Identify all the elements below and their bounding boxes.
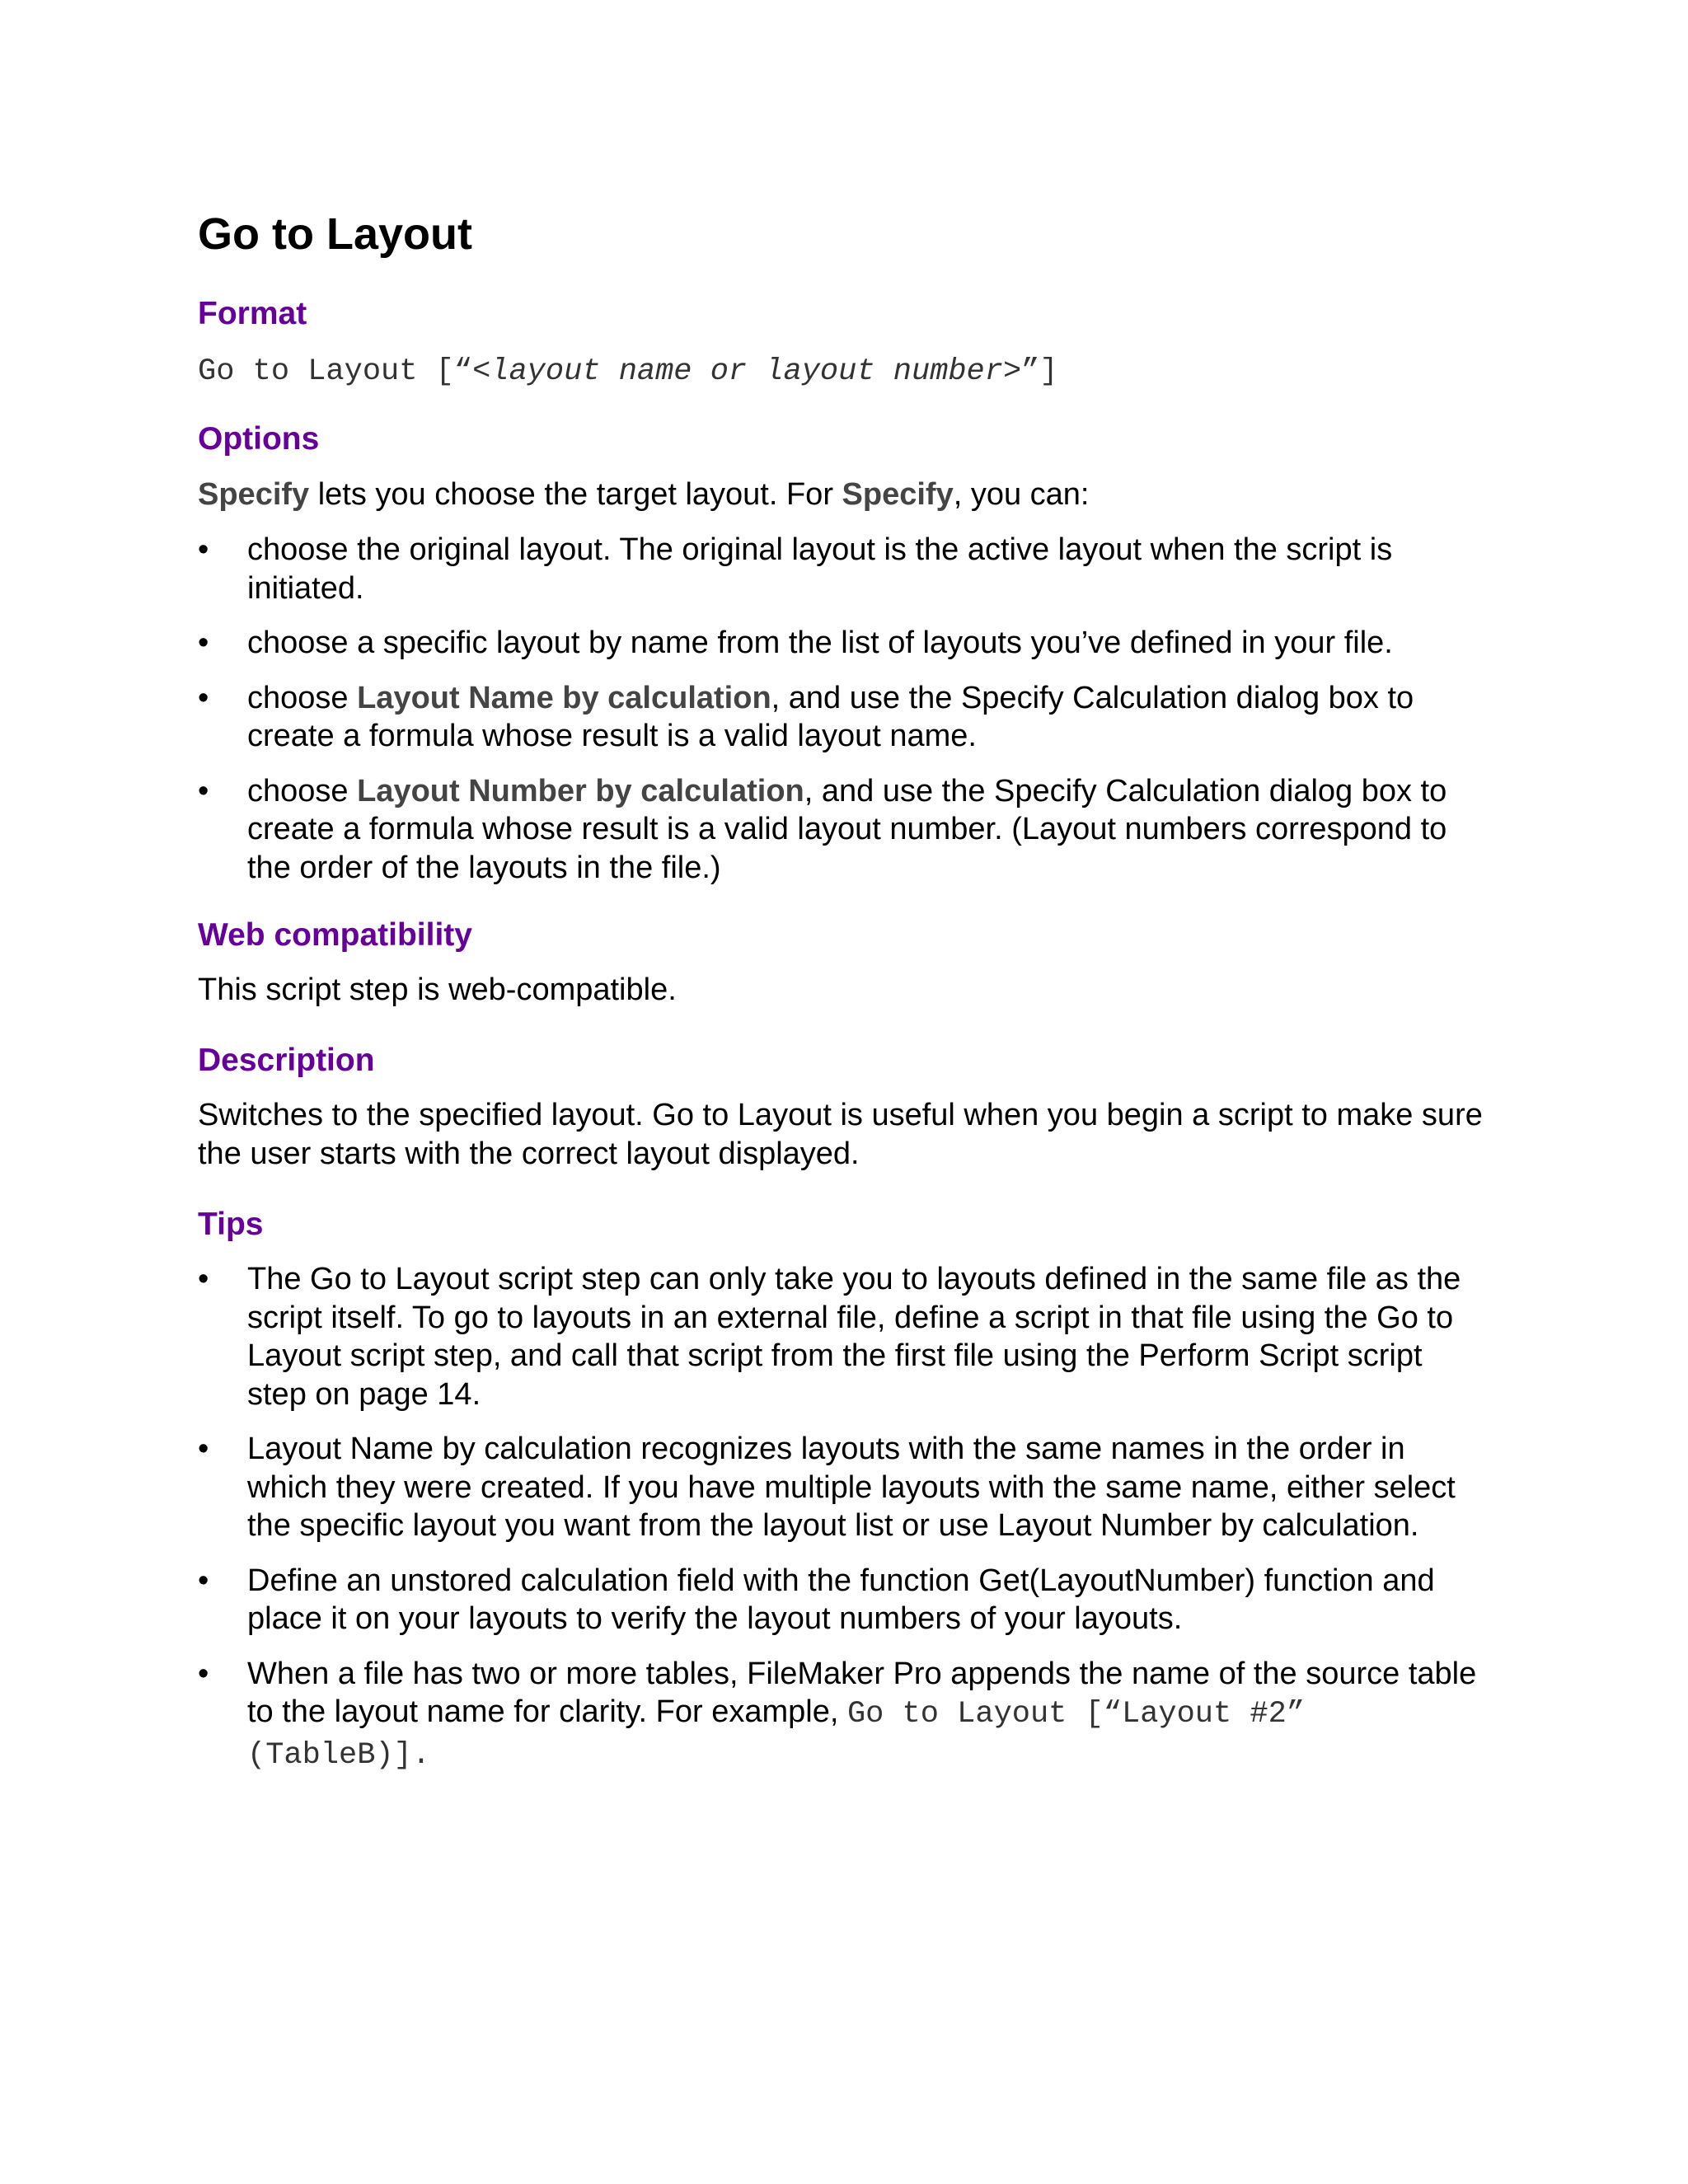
description-text: Switches to the specified layout. Go to Layout is useful when you begin a script to make sure the user starts with the correct layout displayed. — [198, 1098, 1483, 1171]
bullet: • — [198, 1262, 209, 1296]
bullet: • — [198, 773, 209, 808]
list-item-bold: Layout Number by calculation — [357, 773, 804, 808]
list-item-text: The Go to Layout script step can only take you to layouts defined in the same file as the script itself. To go to layouts in an external file, define a script in that file using the Go to Layout script step, and call that script from the first file using the Perform Script script step on page 14. — [247, 1262, 1461, 1412]
options-intro-bold-1: Specify — [198, 477, 310, 512]
bullet: • — [198, 1563, 209, 1598]
format-code-suffix: ”] — [1021, 354, 1058, 389]
list-item-text: Layout Name by calculation recognizes layouts with the same names in the order in which they were created. If you have multiple layouts with the same name, either select the specific layout you want from the layout list or use Layout Number by calculation. — [247, 1432, 1456, 1543]
list-item — [198, 772, 1484, 888]
list-item-text-post: , and use the Specify Calculation dialog box to create a formula whose result is a valid layout number. (Layout numbers correspond to the order of the layouts in the file.) — [247, 773, 1447, 885]
list-item-text-pre: When a file has two or more tables, FileMaker Pro appends the name of the source table to the layout name for clarity. For example, — [247, 1656, 1477, 1729]
list-item-text-post: , and use the Specify Calculation dialog box to create a formula whose result is a valid layout name. — [247, 680, 1414, 753]
tips-heading: Tips — [198, 1207, 264, 1242]
bullet: • — [198, 626, 209, 660]
format-syntax — [198, 353, 1484, 391]
list-item-text-pre: choose — [247, 680, 358, 715]
format-code-placeholder: <layout name or layout number> — [472, 354, 1022, 389]
list-item — [198, 1562, 1484, 1638]
list-item-text: choose a specific layout by name from the list of layouts you’ve defined in your file. — [247, 626, 1393, 660]
list-item — [198, 1430, 1484, 1545]
web-compatibility-heading: Web compatibility — [198, 917, 472, 953]
options-list — [198, 531, 1484, 887]
bullet: • — [198, 1656, 209, 1691]
example-code: Go to Layout [“Layout #2” (TableB)]. — [247, 1697, 1306, 1773]
options-intro-text-1: lets you choose the target layout. For — [309, 477, 842, 512]
options-intro-text-2: , you can: — [953, 477, 1090, 512]
list-item-text: choose the original layout. The original layout is the active layout when the script is initiated. — [247, 532, 1393, 606]
options-intro — [198, 476, 1484, 514]
list-item-text-pre: choose — [247, 773, 358, 808]
description-heading: Description — [198, 1043, 375, 1078]
list-item-bold: Layout Name by calculation — [357, 680, 771, 715]
list-item — [198, 624, 1484, 663]
list-item — [198, 531, 1484, 607]
list-item-text: Define an unstored calculation field with the function Get(LayoutNumber) function and place it on your layouts to verify the layout numbers of your layouts. — [247, 1563, 1435, 1636]
options-intro-bold-2: Specify — [842, 477, 954, 512]
bullet: • — [198, 680, 209, 715]
tips-list — [198, 1260, 1484, 1774]
web-compatibility-text: This script step is web-compatible. — [198, 972, 677, 1007]
options-heading: Options — [198, 421, 320, 457]
list-item — [198, 1260, 1484, 1413]
bullet: • — [198, 532, 209, 567]
list-item — [198, 679, 1484, 756]
page-title: Go to Layout — [198, 209, 472, 259]
format-heading: Format — [198, 296, 307, 331]
bullet: • — [198, 1432, 209, 1466]
list-item — [198, 1655, 1484, 1775]
format-code-prefix: Go to Layout [“ — [198, 354, 473, 389]
